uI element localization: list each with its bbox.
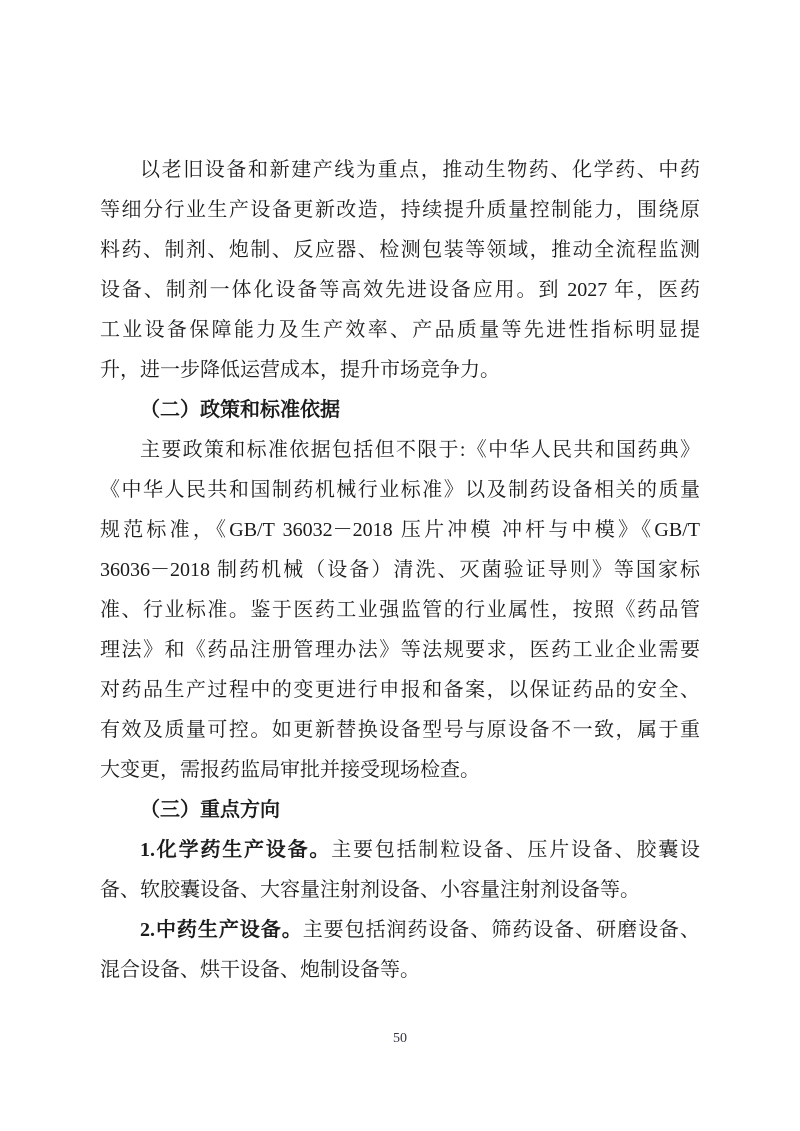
paragraph1-line: 等细分行业生产设备更新改造，持续提升质量控制能力，围绕原 bbox=[100, 199, 700, 221]
paragraph2-line: 理法》和《药品注册管理办法》等法规要求，医药工业企业需要 bbox=[100, 639, 700, 661]
page-number: 50 bbox=[393, 1031, 407, 1046]
paragraph2-line: 有效及质量可控。如更新替换设备型号与原设备不一致，属于重 bbox=[100, 719, 700, 741]
item1-line: 备、软胶囊设备、大容量注射剂设备、小容量注射剂设备等。 bbox=[100, 879, 640, 901]
paragraph2-line: 36036－2018 制药机械（设备）清洗、灭菌验证导则》等国家标 bbox=[100, 559, 700, 581]
item1-line bbox=[100, 830, 700, 870]
section-heading-key-directions: （三）重点方向 bbox=[140, 799, 280, 821]
section-heading-policy-basis: （二）政策和标准依据 bbox=[140, 399, 340, 421]
paragraph1-line: 以老旧设备和新建产线为重点，推动生物药、化学药、中药 bbox=[140, 159, 700, 181]
paragraph2-line: 准、行业标准。鉴于医药工业强监管的行业属性，按照《药品管 bbox=[100, 599, 700, 621]
paragraph2-line: 主要政策和标准依据包括但不限于:《中华人民共和国药典》 bbox=[140, 439, 700, 461]
paragraph2-line: 对药品生产过程中的变更进行申报和备案，以保证药品的安全、 bbox=[100, 679, 700, 701]
paragraph1-line: 设备、制剂一体化设备等高效先进设备应用。到 2027 年，医药 bbox=[100, 279, 700, 301]
paragraph2-line: 大变更，需报药监局审批并接受现场检查。 bbox=[100, 759, 480, 781]
item2-lead: 2.中药生产设备。 bbox=[140, 919, 303, 941]
item2-line: 混合设备、烘干设备、炮制设备等。 bbox=[100, 959, 420, 981]
paragraph2-line: 规范标准，《GB/T 36032－2018 压片冲模 冲杆与中模》《GB/T bbox=[100, 519, 700, 541]
item1-text: 主要包括制粒设备、压片设备、胶囊设 bbox=[331, 839, 700, 861]
paragraph2-line: 《中华人民共和国制药机械行业标准》以及制药设备相关的质量 bbox=[100, 479, 700, 501]
item1-lead: 1.化学药生产设备。 bbox=[140, 839, 332, 861]
paragraph1-line: 升，进一步降低运营成本，提升市场竞争力。 bbox=[100, 359, 500, 381]
paragraph1-line: 料药、制剂、炮制、反应器、检测包装等领域，推动全流程监测 bbox=[100, 239, 700, 261]
item2-line bbox=[100, 910, 700, 950]
paragraph1-line: 工业设备保障能力及生产效率、产品质量等先进性指标明显提 bbox=[100, 319, 700, 341]
item2-text: 主要包括润药设备、筛药设备、研磨设备、 bbox=[302, 919, 700, 941]
page-content bbox=[100, 150, 700, 990]
